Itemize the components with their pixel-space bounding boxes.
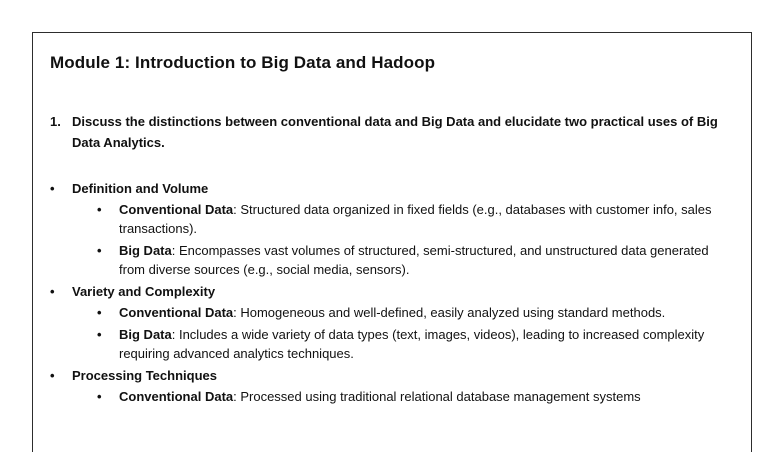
question-text: Discuss the distinctions between conventional data and Big Data and elucidate two practical uses of Big Data Analytics. <box>72 114 718 150</box>
bullet-icon: • <box>97 389 102 404</box>
sub-list <box>72 200 745 279</box>
item-text: : Structured data organized in fixed fields (e.g., databases with customer info, sales transactions). <box>119 202 712 236</box>
item-text: : Processed using traditional relational database management systems <box>233 389 641 404</box>
question-number: 1. <box>50 114 61 129</box>
item-text: : Encompasses vast volumes of structured, semi-structured, and unstructured data generated from diverse sources (e.g., social media, sensors). <box>119 243 709 277</box>
topic-title: Definition and Volume <box>72 181 209 196</box>
sub-list <box>72 303 745 363</box>
sub-list <box>72 387 745 406</box>
list-item <box>72 200 729 238</box>
topic-processing-techniques <box>50 366 745 406</box>
item-term: Conventional Data <box>119 305 234 320</box>
answer-outline <box>50 179 745 409</box>
list-item <box>72 387 729 406</box>
bullet-icon: • <box>97 305 102 320</box>
topic-title: Processing Techniques <box>72 368 217 383</box>
item-term: Big Data <box>119 327 172 342</box>
list-item <box>72 241 729 279</box>
bullet-icon: • <box>97 243 102 258</box>
bullet-icon: • <box>97 327 102 342</box>
topic-title: Variety and Complexity <box>72 284 216 299</box>
document-page <box>32 32 752 452</box>
list-item <box>72 325 729 363</box>
topic-variety-complexity <box>50 282 745 363</box>
bullet-icon: • <box>50 181 55 196</box>
module-title: Module 1: Introduction to Big Data and Hadoop <box>50 53 436 72</box>
bullet-icon: • <box>50 368 55 383</box>
item-text: : Homogeneous and well-defined, easily analyzed using standard methods. <box>233 305 666 320</box>
item-text: : Includes a wide variety of data types (text, images, videos), leading to increased complexity requiring advanced analytics techniques. <box>119 327 705 361</box>
item-term: Conventional Data <box>119 202 234 217</box>
bullet-icon: • <box>97 202 102 217</box>
item-term: Conventional Data <box>119 389 234 404</box>
topic-definition-volume <box>50 179 745 279</box>
item-term: Big Data <box>119 243 172 258</box>
question-block <box>50 111 740 153</box>
list-item <box>72 303 729 322</box>
bullet-icon: • <box>50 284 55 299</box>
